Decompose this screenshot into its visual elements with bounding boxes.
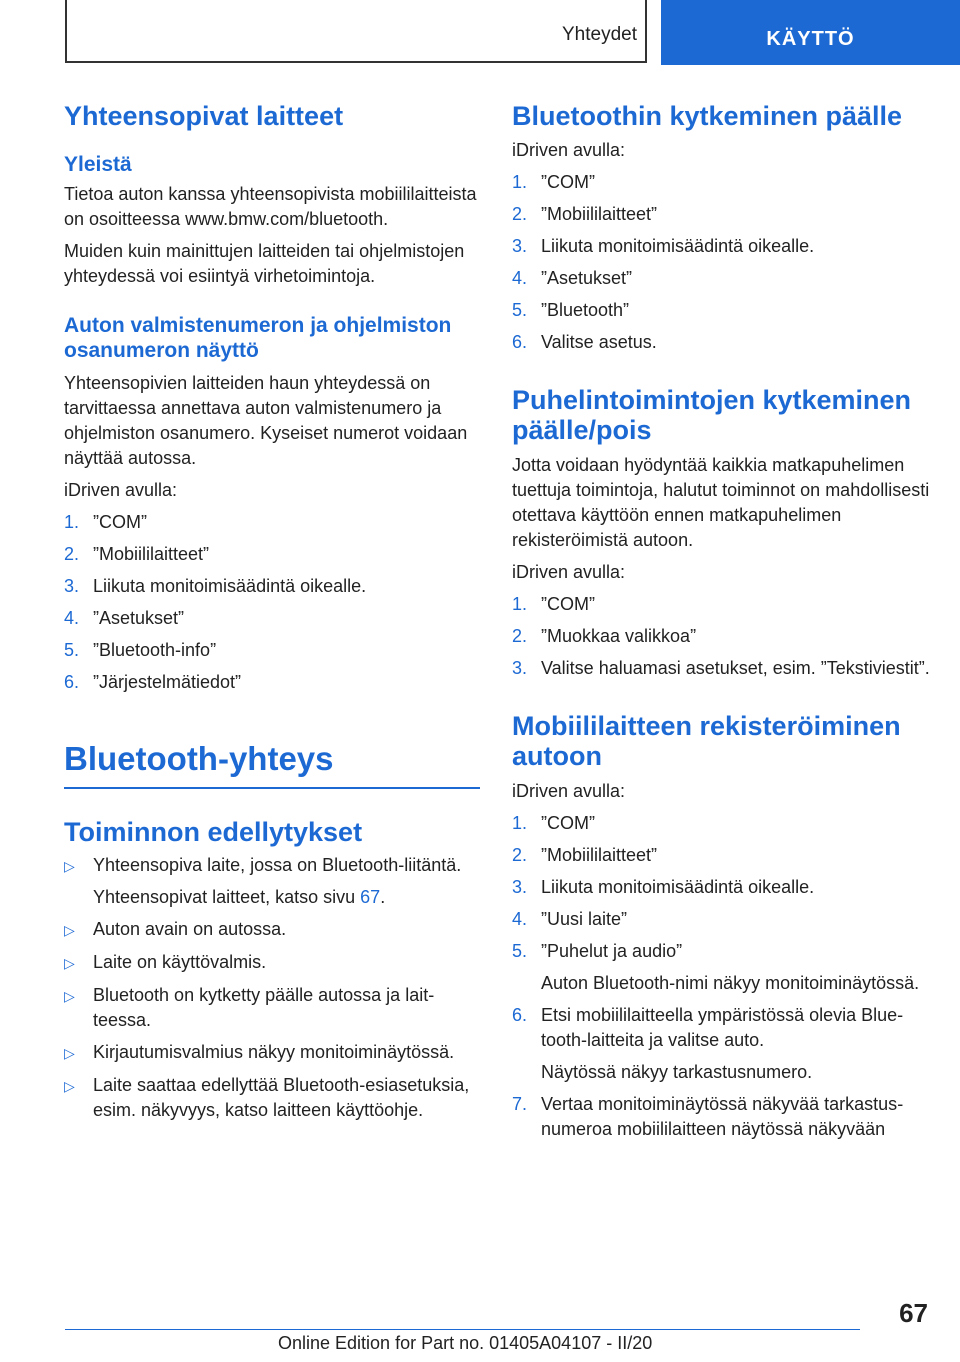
bullet-label: Laite on käyttövalmis. — [93, 952, 267, 972]
list-item — [64, 606, 484, 631]
step-label: ”COM” — [541, 813, 595, 833]
list-item — [512, 907, 930, 932]
list-item — [512, 939, 930, 996]
step-number: 1. — [512, 813, 528, 833]
step-text — [541, 266, 930, 291]
step-label: ”Mobiililaitteet” — [541, 845, 658, 865]
list-item — [64, 670, 484, 695]
list-item — [64, 853, 484, 910]
cross-reference-text: Yhteensopivat laitteet, katso sivu — [93, 887, 361, 907]
list-item — [512, 298, 930, 323]
step-number: 6. — [64, 672, 80, 692]
step-text — [93, 574, 484, 599]
requirements-heading: Toiminnon edellytykset — [64, 817, 363, 847]
step-number: 1. — [512, 594, 528, 614]
step-label: ”COM” — [541, 172, 595, 192]
step-text — [93, 638, 484, 663]
list-item — [64, 542, 484, 567]
bt-on-steps-list — [512, 170, 930, 355]
bullet-text — [93, 853, 484, 910]
step-number: 3. — [64, 576, 80, 596]
step-text — [541, 656, 930, 681]
step-number: 2. — [512, 626, 528, 646]
step-number: 5. — [512, 300, 528, 320]
page-reference-link[interactable]: 67 — [360, 887, 381, 907]
step-text — [541, 592, 930, 617]
bullet-label: Kirjautumisvalmius näkyy monitoiminäytössä. — [93, 1042, 455, 1062]
step-label: Liikuta monitoimisäädintä oikealle. — [541, 877, 815, 897]
triangle-bullet-icon: ▷ — [64, 955, 75, 971]
step-number: 3. — [512, 658, 528, 678]
list-item — [64, 574, 484, 599]
footer-divider — [65, 1329, 860, 1330]
list-item — [512, 1003, 930, 1085]
bt-on-heading: Bluetoothin kytkeminen päälle — [512, 101, 903, 131]
triangle-bullet-icon: ▷ — [64, 1078, 75, 1094]
cross-reference-end: . — [380, 887, 386, 907]
step-label: ”COM” — [93, 512, 147, 532]
step-label: ”Asetukset” — [541, 268, 633, 288]
step-number: 4. — [512, 268, 528, 288]
list-item — [64, 950, 484, 976]
header-chapter-tab: KÄYTTÖ — [661, 0, 960, 65]
step-number: 4. — [512, 909, 528, 929]
list-item — [512, 811, 930, 836]
footer-edition: Online Edition for Part no. 01405A04107 - II/20 — [278, 1333, 653, 1353]
list-item — [64, 1040, 484, 1066]
list-item — [512, 592, 930, 617]
step-label: Valitse asetus. — [541, 332, 657, 352]
step-number: 3. — [512, 236, 528, 256]
step-label: Etsi mobiililaitteella ympäristössä olevia Bluetooth-laitteita ja valitse auto. — [541, 1005, 904, 1050]
list-item — [512, 234, 930, 259]
list-item — [512, 1092, 930, 1142]
general-paragraph-1: Tietoa auton kanssa yhteensopivista mobiililaitteista on osoitteessa www.bmw.com/bluetooth. — [64, 184, 477, 229]
triangle-bullet-icon: ▷ — [64, 922, 75, 938]
step-number: 4. — [64, 608, 80, 628]
bullet-text — [93, 917, 484, 943]
serial-idrive-label: iDriven avulla: — [64, 480, 178, 500]
step-label: ”Asetukset” — [93, 608, 185, 628]
step-text — [541, 843, 930, 868]
step-text — [93, 542, 484, 567]
step-text — [541, 298, 930, 323]
list-item — [512, 875, 930, 900]
left-column — [64, 100, 484, 1130]
step-label: Valitse haluamasi asetukset, esim. ”Tekstiviestit”. — [541, 658, 930, 678]
phone-functions-paragraph: Jotta voidaan hyödyntää kaikkia matkapuhelimen tuettuja toimintoja, halutut toiminnot on mahdollisesti otettava käyttöön ennen matkapuhelimen rekisteröimistä autoon. — [512, 455, 930, 550]
triangle-bullet-icon: ▷ — [64, 1045, 75, 1061]
bt-on-idrive-label: iDriven avulla: — [512, 140, 626, 160]
step-label: Liikuta monitoimisäädintä oikealle. — [541, 236, 815, 256]
step-number: 3. — [512, 877, 528, 897]
step-number: 6. — [512, 332, 528, 352]
step-text — [541, 1092, 930, 1142]
phone-steps-list — [512, 592, 930, 681]
bullet-text — [93, 1073, 484, 1123]
step-number: 6. — [512, 1005, 528, 1025]
right-column — [512, 100, 930, 1149]
list-item — [64, 983, 484, 1033]
step-text — [93, 606, 484, 631]
bullet-text — [93, 950, 484, 976]
step-text — [541, 875, 930, 900]
list-item — [512, 330, 930, 355]
bullet-text — [93, 1040, 484, 1066]
list-item — [512, 843, 930, 868]
list-item — [512, 170, 930, 195]
registration-steps-list — [512, 811, 930, 1142]
step-number: 2. — [512, 204, 528, 224]
phone-functions-heading: Puhelintoimintojen kytkeminen päälle/pois — [512, 385, 912, 445]
step-note: Auton Bluetooth-nimi näkyy monitoiminäytössä. — [541, 973, 920, 993]
step-number: 7. — [512, 1094, 528, 1114]
list-item — [64, 1073, 484, 1123]
registration-heading: Mobiililaitteen rekisteröiminen autoon — [512, 711, 901, 771]
page-number: 67 — [899, 1298, 928, 1328]
step-label: ”Bluetooth” — [541, 300, 630, 320]
step-label: ”Bluetooth-info” — [93, 640, 217, 660]
step-text — [541, 330, 930, 355]
registration-idrive-label: iDriven avulla: — [512, 781, 626, 801]
step-text — [541, 811, 930, 836]
list-item — [64, 917, 484, 943]
step-label: ”Mobiililaitteet” — [541, 204, 658, 224]
bullet-label: Laite saattaa edellyttää Bluetooth-esiasetuksia, esim. näkyvyys, katso laitteen käyttöohje. — [93, 1075, 470, 1120]
step-label: ”Järjestelmätiedot” — [93, 672, 242, 692]
step-number: 2. — [512, 845, 528, 865]
list-item — [512, 266, 930, 291]
general-heading: Yleistä — [64, 153, 132, 176]
step-note: Näytössä näkyy tarkastusnumero. — [541, 1062, 813, 1082]
bullet-label: Bluetooth on kytketty päälle autossa ja laitteessa. — [93, 985, 435, 1030]
serial-steps-list — [64, 510, 484, 695]
phone-idrive-label: iDriven avulla: — [512, 562, 626, 582]
step-label: ”Muokkaa valikkoa” — [541, 626, 697, 646]
step-label: ”COM” — [541, 594, 595, 614]
compat-title: Yhteensopivat laitteet — [64, 101, 344, 131]
step-label: Vertaa monitoiminäytössä näkyvää tarkastusnumeroa mobiililaitteen näytössä näkyvään — [541, 1094, 904, 1139]
bullet-note — [93, 885, 484, 910]
step-text — [541, 939, 930, 996]
step-number: 1. — [64, 512, 80, 532]
step-number: 5. — [512, 941, 528, 961]
step-label: Liikuta monitoimisäädintä oikealle. — [93, 576, 367, 596]
requirements-list — [64, 853, 484, 1123]
step-text — [541, 234, 930, 259]
bullet-label: Auton avain on autossa. — [93, 919, 287, 939]
serial-paragraph: Yhteensopivien laitteiden haun yhteydessä on tarvittaessa annettava auton valmistenumero ja ohjelmiston osanumero. Kyseiset numerot voidaan näyttää autossa. — [64, 373, 468, 468]
list-item — [512, 624, 930, 649]
list-item — [64, 510, 484, 535]
general-paragraph-2: Muiden kuin mainittujen laitteiden tai ohjelmistojen yhteydessä voi esiintyä virhetoimintoja. — [64, 241, 465, 286]
step-text — [541, 202, 930, 227]
step-number: 1. — [512, 172, 528, 192]
bullet-label: Yhteensopiva laite, jossa on Bluetooth-liitäntä. — [93, 855, 462, 875]
step-text — [541, 624, 930, 649]
list-item — [512, 202, 930, 227]
step-text — [541, 170, 930, 195]
step-number: 2. — [64, 544, 80, 564]
step-text — [93, 510, 484, 535]
step-text — [541, 1003, 930, 1085]
step-label: ”Mobiililaitteet” — [93, 544, 210, 564]
step-text — [541, 907, 930, 932]
step-label: ”Uusi laite” — [541, 909, 628, 929]
bullet-text — [93, 983, 484, 1033]
triangle-bullet-icon: ▷ — [64, 858, 75, 874]
step-number: 5. — [64, 640, 80, 660]
bluetooth-chapter-title: Bluetooth-yhteys — [64, 739, 480, 789]
step-label: ”Puhelut ja audio” — [541, 941, 683, 961]
header-section-title: Yhteydet — [562, 24, 637, 45]
triangle-bullet-icon: ▷ — [64, 988, 75, 1004]
serial-heading: Auton valmistenumeron ja ohjelmiston osanumeron näyttö — [64, 314, 452, 362]
list-item — [64, 638, 484, 663]
step-text — [93, 670, 484, 695]
list-item — [512, 656, 930, 681]
